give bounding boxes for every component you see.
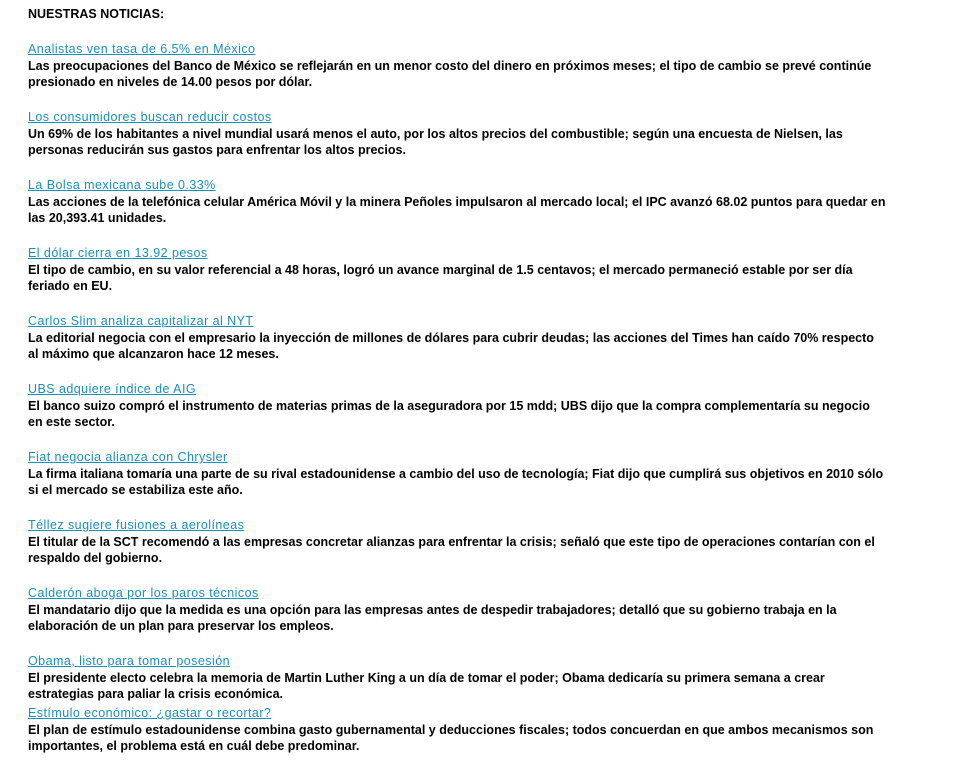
news-summary: El presidente electo celebra la memoria de Martin Luther King a un día de tomar el poder; Obama dedicaría su primera semana a crear estrategias para paliar la crisis económica. — [28, 671, 825, 701]
news-summary: El plan de estímulo estadounidense combina gasto gubernamental y deducciones fiscales; todos concuerdan en que ambos mecanismos son importantes, el problema está en cuál debe predominar. — [28, 723, 874, 753]
news-headline-link[interactable]: Calderón aboga por los paros técnicos — [28, 586, 259, 600]
news-headline-link[interactable]: Los consumidores buscan reducir costos — [28, 110, 272, 124]
news-summary: El banco suizo compró el instrumento de materias primas de la aseguradora por 15 mdd; UBS dijo que la compra complementaría su negocio en este sector. — [28, 399, 870, 429]
news-headline-link[interactable]: Analistas ven tasa de 6.5% en México — [28, 42, 256, 56]
news-item — [28, 704, 928, 754]
news-item — [28, 652, 928, 702]
news-summary: La editorial negocia con el empresario la inyección de millones de dólares para cubrir deudas; las acciones del Times han caído 70% respecto al máximo que alcanzaron hace 12 meses. — [28, 331, 874, 361]
news-headline-link[interactable]: El dólar cierra en 13.92 pesos — [28, 246, 208, 260]
news-headline-link[interactable]: Estímulo económico: ¿gastar o recortar? — [28, 706, 272, 720]
section-title: NUESTRAS NOTICIAS: — [28, 7, 165, 21]
news-item — [28, 108, 928, 158]
news-headline-link[interactable]: La Bolsa mexicana sube 0.33% — [28, 178, 216, 192]
news-page — [28, 6, 928, 772]
news-summary: El tipo de cambio, en su valor referencial a 48 horas, logró un avance marginal de 1.5 centavos; el mercado permaneció estable por ser día feriado en EU. — [28, 263, 853, 293]
news-item — [28, 448, 928, 498]
news-summary: Las acciones de la telefónica celular América Móvil y la minera Peñoles impulsaron al mercado local; el IPC avanzó 68.02 puntos para quedar en las 20,393.41 unidades. — [28, 195, 886, 225]
news-item — [28, 244, 928, 294]
news-headline-link[interactable]: Téllez sugiere fusiones a aerolíneas — [28, 518, 245, 532]
news-item — [28, 584, 928, 634]
news-headline-link[interactable]: Obama, listo para tomar posesión — [28, 654, 230, 668]
news-item — [28, 40, 928, 90]
news-summary: Un 69% de los habitantes a nivel mundial usará menos el auto, por los altos precios del combustible; según una encuesta de Nielsen, las personas reducirán sus gastos para enfrentar los altos precios. — [28, 127, 843, 157]
news-summary: Las preocupaciones del Banco de México se reflejarán en un menor costo del dinero en próximos meses; el tipo de cambio se prevé continúe presionado en niveles de 14.00 pesos por dólar. — [28, 59, 872, 89]
news-item — [28, 380, 928, 430]
news-item — [28, 176, 928, 226]
news-headline-link[interactable]: UBS adquiere índice de AIG — [28, 382, 197, 396]
news-summary: La firma italiana tomaría una parte de su rival estadounidense a cambio del uso de tecnología; Fiat dijo que cumplirá sus objetivos en 2010 sólo si el mercado se estabiliza este año. — [28, 467, 884, 497]
news-item — [28, 312, 928, 362]
news-headline-link[interactable]: Carlos Slim analiza capitalizar al NYT — [28, 314, 254, 328]
news-summary: El titular de la SCT recomendó a las empresas concretar alianzas para enfrentar la crisis; señaló que este tipo de operaciones contarían con el respaldo del gobierno. — [28, 535, 875, 565]
news-headline-link[interactable]: Fiat negocia alianza con Chrysler — [28, 450, 228, 464]
news-item — [28, 516, 928, 566]
news-summary: El mandatario dijo que la medida es una opción para las empresas antes de despedir trabajadores; detalló que su gobierno trabaja en la elaboración de un plan para preservar los empleos. — [28, 603, 837, 633]
